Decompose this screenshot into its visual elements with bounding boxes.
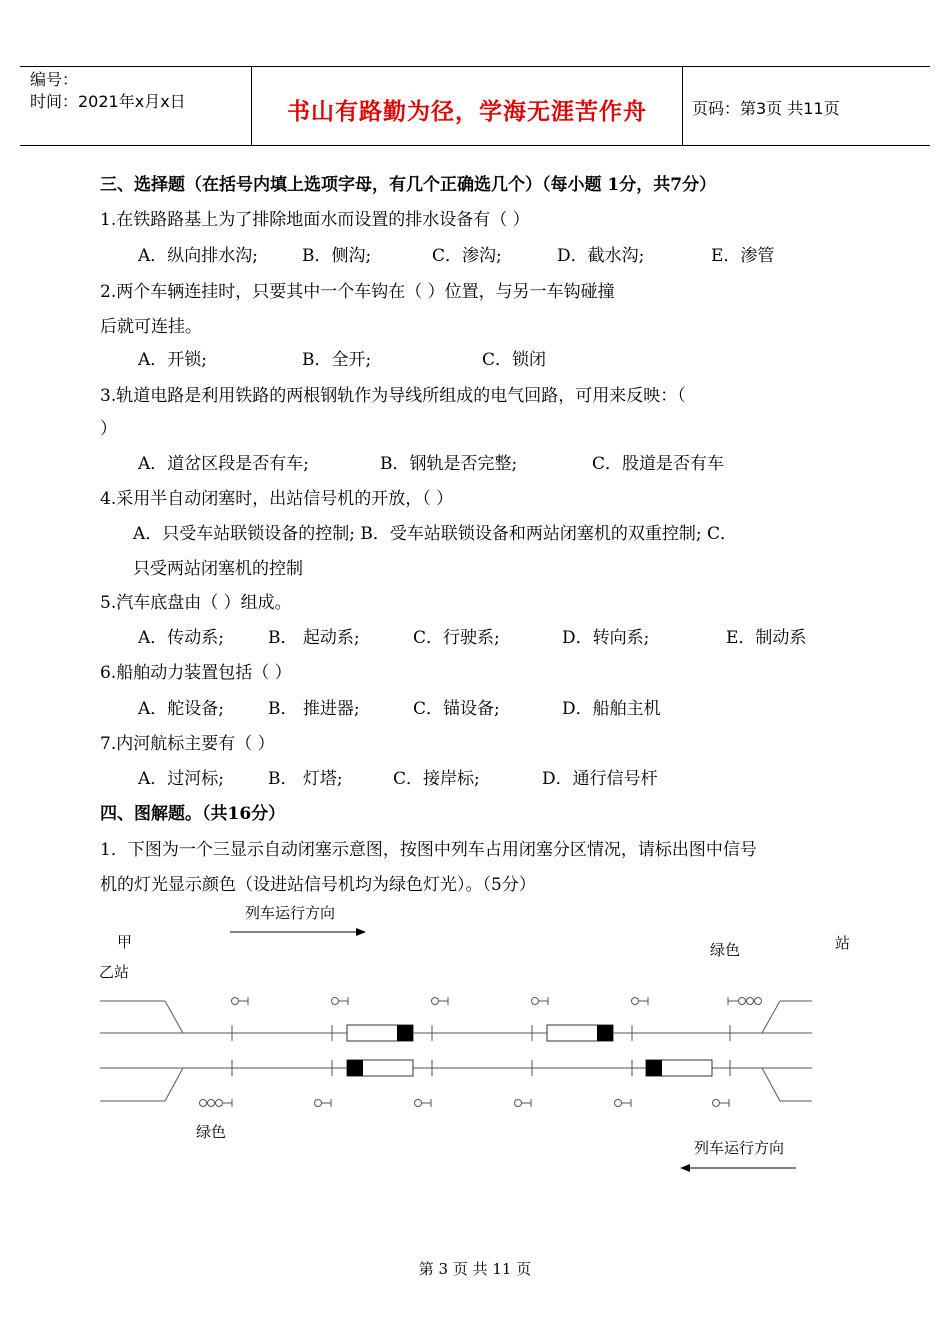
train-lower-1 <box>347 1060 413 1076</box>
signal-lower-5 <box>713 1099 730 1107</box>
q1-option-e: E．渗管 <box>711 246 775 266</box>
header-motto: 书山有路勤为径，学海无涯苦作舟 <box>287 98 647 125</box>
station-a-label-part2: 乙站 <box>99 963 130 981</box>
q5-stem: 5.汽车底盘由（ ）组成。 <box>100 593 292 613</box>
q2-option-b: B．全开; <box>302 350 372 370</box>
q6-option-c: C．锚设备; <box>413 699 500 719</box>
q3-stem: 3.轨道电路是利用铁路的两根钢轨作为导线所组成的电气回路，可用来反映：（ <box>100 386 686 406</box>
direction-arrow-left <box>680 1164 796 1172</box>
q5-option-a: A．传动系; <box>138 628 225 648</box>
signal-lower-2 <box>415 1099 432 1107</box>
s4-q1-line1: 1．下图为一个三显示自动闭塞示意图，按图中列车占用闭塞分区情况，请标出图中信号 <box>100 840 757 860</box>
q5-option-d: D．转向系; <box>562 628 650 648</box>
signal-upper-4 <box>532 997 549 1005</box>
section4-title: 四、图解题。（共16分） <box>100 804 286 824</box>
q1-option-d: D．截水沟; <box>557 246 645 266</box>
q7-option-b: B． 灯塔; <box>268 769 343 789</box>
q7-option-d: D．通行信号杆 <box>542 769 658 789</box>
q1-option-a: A．纵向排水沟; <box>138 246 259 266</box>
q7-option-c: C．接岸标; <box>393 769 480 789</box>
q3-option-b: B．钢轨是否完整; <box>380 454 518 474</box>
q4-options-line2: 只受两站闭塞机的控制 <box>133 559 303 579</box>
signal-upper-1 <box>232 997 249 1005</box>
signal-upper-3 <box>432 997 449 1005</box>
signal-lower-3 <box>515 1099 532 1107</box>
direction-label-top: 列车运行方向 <box>245 904 336 922</box>
q4-options-line1: A．只受车站联锁设备的控制; B．受车站联锁设备和两站闭塞机的双重控制; C． <box>133 524 738 544</box>
q3-option-a: A．道岔区段是否有车; <box>138 454 310 474</box>
q1-option-c: C．渗沟; <box>432 246 502 266</box>
q2-option-c: C．锁闭 <box>482 350 547 370</box>
q6-option-d: D．船舶主机 <box>562 699 661 719</box>
station-b-label: 站 <box>835 934 851 952</box>
q3-option-c: C．股道是否有车 <box>592 454 725 474</box>
home-signal-lower <box>200 1099 233 1107</box>
q2-stem: 2.两个车辆连挂时，只要其中一个车钩在（ ）位置，与另一车钩碰撞 <box>100 282 615 302</box>
station-a-label-part1: 甲 <box>117 933 133 951</box>
direction-label-bottom: 列车运行方向 <box>694 1139 785 1157</box>
q1-stem: 1.在铁路路基上为了排除地面水而设置的排水设备有（ ） <box>100 210 530 230</box>
train-upper-1 <box>347 1025 413 1041</box>
q7-option-a: A．过河标; <box>138 769 225 789</box>
q2-stem-cont: 后就可连挂。 <box>100 317 202 337</box>
direction-arrow-right <box>230 928 366 936</box>
q3-stem-cont: ） <box>100 419 117 439</box>
home-signal-upper <box>728 997 762 1005</box>
page-footer: 第 3 页 共 11 页 <box>418 1260 532 1278</box>
q6-option-b: B． 推进器; <box>268 699 360 719</box>
green-label-bottom: 绿色 <box>196 1123 227 1141</box>
header-page-info: 页码：第3页 共11页 <box>692 99 840 118</box>
q6-stem: 6.船舶动力装置包括（ ） <box>100 663 292 683</box>
time-label: 时间：2021年x月x日 <box>30 92 186 111</box>
train-lower-2 <box>646 1060 712 1076</box>
q5-option-e: E．制动系 <box>726 628 807 648</box>
q2-option-a: A．开锁; <box>138 350 208 370</box>
q5-option-c: C．行驶系; <box>413 628 500 648</box>
q4-stem: 4.采用半自动闭塞时，出站信号机的开放，（ ） <box>100 489 454 509</box>
signal-lower-4 <box>615 1099 632 1107</box>
q5-option-b: B． 起动系; <box>268 628 360 648</box>
signal-upper-2 <box>332 997 349 1005</box>
section3-title: 三、选择题（在括号内填上选项字母，有几个正确选几个）（每小题 1分，共7分） <box>100 175 717 195</box>
green-label-top: 绿色 <box>710 941 741 959</box>
q7-stem: 7.内河航标主要有（ ） <box>100 734 275 754</box>
train-upper-2 <box>547 1025 613 1041</box>
s4-q1-line2: 机的灯光显示颜色（设进站信号机均为绿色灯光）。（5分） <box>100 875 536 895</box>
track-lines <box>100 1001 812 1101</box>
q6-option-a: A．舵设备; <box>138 699 225 719</box>
signal-lower-1 <box>315 1099 332 1107</box>
signal-upper-5 <box>632 997 649 1005</box>
q1-option-b: B．侧沟; <box>302 246 372 266</box>
number-label: 编号： <box>30 70 79 89</box>
